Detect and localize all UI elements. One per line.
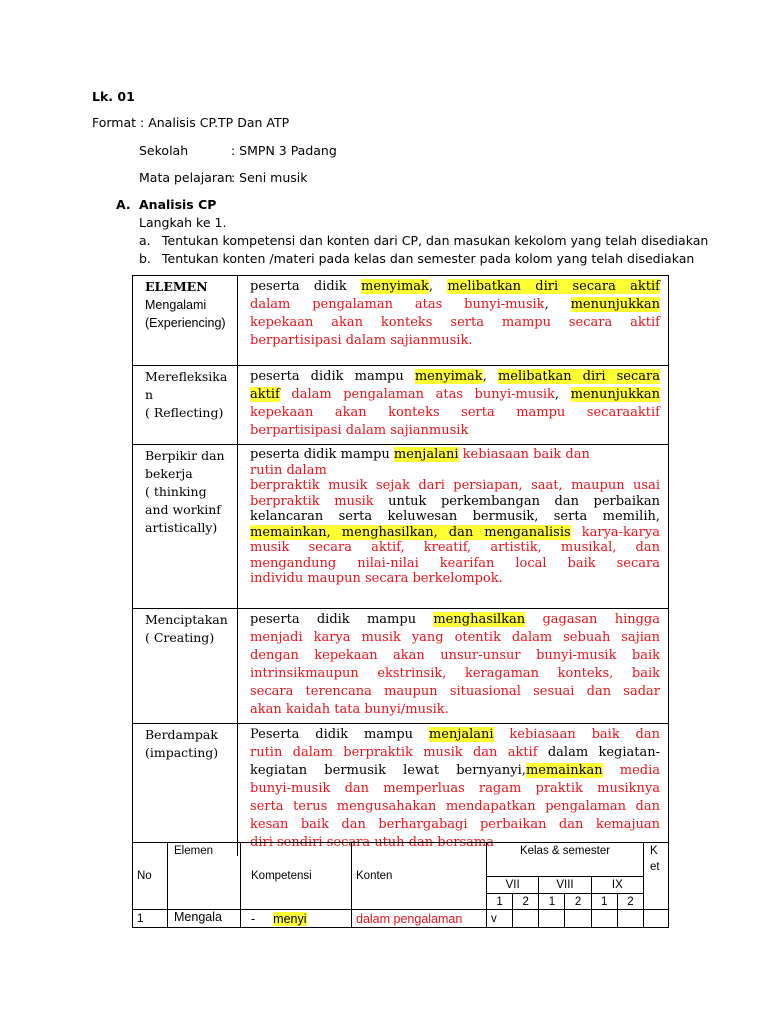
- kelas-ix: IX: [591, 877, 643, 894]
- content-text: dalam pengalaman atas bunyi-musik: [250, 297, 545, 312]
- cp-text: ,: [554, 387, 571, 402]
- element-name: Menciptakan: [145, 612, 228, 627]
- content-text: serta terus mengusahakan mendapatkan pengalaman dan: [250, 799, 660, 814]
- row-semester-mark: [591, 910, 617, 928]
- row-semester-mark: [617, 910, 643, 928]
- analysis-table: [132, 842, 669, 928]
- item-a-marker: a.: [139, 233, 151, 248]
- cp-row-merefleksikan: [133, 366, 669, 445]
- element-name-en: ( thinking: [145, 484, 207, 499]
- content-text: diri sendiri secara utuh dan bersama: [250, 835, 494, 850]
- semester-cell: 1: [487, 894, 513, 910]
- sekolah-label: Sekolah: [139, 143, 189, 158]
- content-text: media: [602, 763, 660, 778]
- section-marker: A.: [116, 197, 131, 212]
- item-b-text: Tentukan konten /materi pada kelas dan semester pada kolom yang telah disediakan: [162, 251, 695, 266]
- highlight-competency: menyi: [273, 911, 307, 926]
- semester-cell: 1: [539, 894, 565, 910]
- element-name: bekerja: [145, 466, 193, 481]
- row-no: 1: [133, 910, 168, 928]
- content-text: berpraktik musik sejak dari persiapan, saat, maupun usai: [250, 478, 660, 493]
- semester-cell: 2: [565, 894, 591, 910]
- element-name-en: (impacting): [145, 745, 219, 760]
- content-text: kepekaan akan konteks serta mampu secara aktif: [250, 315, 660, 330]
- highlight-competency: menghasilkan: [433, 612, 526, 627]
- content-text: kepekaan akan konteks serta mampu secaraaktif: [250, 405, 660, 420]
- content-text: secara terencana maupun situasional sesuai dan sadar: [250, 684, 660, 699]
- kelas-vii: VII: [487, 877, 539, 894]
- cp-text-cell: [238, 445, 669, 609]
- sekolah-value: : SMPN 3 Padang: [231, 143, 337, 158]
- content-text: karya-karya: [570, 524, 660, 540]
- content-text: menjadi karya musik yang otentik dalam sebuah sajian: [250, 630, 660, 645]
- content-text: berpartisipasi dalam sajianmusik.: [250, 333, 473, 348]
- cp-text: peserta didik mampu: [250, 447, 394, 462]
- highlight-competency: menyimak: [361, 279, 429, 294]
- item-a-text: Tentukan kompetensi dan konten dari CP, dan masukan kekolom yang telah disediakan: [162, 233, 709, 248]
- content-text: kebiasaan baik dan: [458, 447, 590, 462]
- analysis-header-row: [133, 843, 669, 877]
- highlight-competency: memainkan: [525, 763, 603, 778]
- row-kompetensi: [241, 910, 352, 928]
- header-no: No: [133, 843, 168, 910]
- cp-text-cell: [238, 276, 669, 366]
- cp-text: peserta didik mampu: [250, 612, 434, 627]
- mapel-label: Mata pelajaran: [139, 170, 233, 185]
- element-cell: [133, 724, 238, 857]
- cp-text: ,: [428, 279, 448, 294]
- cp-row-mengalami: [133, 276, 669, 366]
- highlight-competency: melibatkan diri secara aktif: [447, 279, 660, 294]
- content-text: berpraktik musik: [250, 493, 374, 509]
- content-text: rutin dalam berpraktik musik dan aktif: [250, 745, 538, 760]
- cp-text-cell: [238, 724, 669, 857]
- content-text: bunyi-musik dan memperluas ragam praktik musiknya: [250, 781, 660, 796]
- cp-text-cell: [238, 366, 669, 445]
- element-name-en: ( Creating): [145, 630, 215, 645]
- content-text: rutin dalam: [250, 462, 327, 478]
- cp-table: [132, 275, 669, 856]
- highlight-competency: menjalani: [428, 727, 494, 742]
- row-semester-mark: v: [487, 910, 513, 928]
- cp-text: ,: [544, 297, 571, 312]
- highlight-competency: memainkan, menghasilkan, dan menganalisis: [250, 524, 571, 540]
- cp-text: dalam kegiatan-: [537, 745, 660, 760]
- cp-text: peserta didik mampu: [250, 369, 415, 384]
- content-text: kebiasaan baik dan: [493, 727, 661, 742]
- lk-label: Lk. 01: [92, 89, 135, 104]
- highlight-competency: menyimak: [414, 369, 483, 384]
- cp-text: ,: [482, 369, 498, 384]
- format-line: Format : Analisis CP.TP Dan ATP: [92, 115, 290, 130]
- cp-text-cell: [238, 609, 669, 724]
- cp-row-menciptakan: [133, 609, 669, 724]
- semester-cell: 2: [513, 894, 539, 910]
- content-text: mengandung nilai-nilai kearifan local baik secara: [250, 555, 660, 571]
- cp-text: untuk perkembangan dan perbaikan: [373, 493, 660, 509]
- content-text: dalam pengalaman atas bunyi-musik: [279, 387, 555, 402]
- highlight-competency: menunjukkan: [570, 387, 661, 402]
- header-elemen: Elemen: [168, 843, 241, 910]
- header-kompetensi: Kompetensi: [241, 843, 352, 910]
- element-name: n: [145, 387, 154, 402]
- element-header: ELEMEN: [145, 279, 208, 294]
- content-text: akan kaidah tata bunyi/musik.: [250, 702, 449, 717]
- content-text: musik secara aktif, kreatif, artistik, musikal, dan: [250, 540, 660, 555]
- header-kelas-semester: Kelas & semester: [487, 843, 644, 877]
- content-text: kesan baik dan berhargabagi perbaikan dan kemajuan: [250, 817, 660, 832]
- cp-text: Peserta didik mampu: [250, 727, 429, 742]
- content-text: gagasan hingga: [525, 612, 660, 627]
- cp-text: peserta didik: [250, 279, 362, 294]
- mapel-value: : Seni musik: [231, 170, 308, 185]
- element-name-en: artistically): [145, 520, 218, 535]
- content-text: intrinsikmaupun ekstrinsik, keragaman konteks, baik: [250, 666, 660, 681]
- highlight-competency: melibatkan diri secara: [497, 369, 660, 384]
- element-name: Mengalami: [145, 298, 207, 312]
- cp-row-berpikir: [133, 445, 669, 609]
- bullet-dash: -: [251, 911, 256, 926]
- row-semester-mark: [539, 910, 565, 928]
- semester-cell: 1: [591, 894, 617, 910]
- highlight-competency: aktif: [250, 387, 280, 402]
- element-cell: [133, 445, 238, 609]
- content-text: individu maupun secara berkelompok.: [250, 571, 503, 586]
- row-konten: dalam pengalaman: [352, 910, 487, 928]
- highlight-competency: menjalani: [393, 447, 459, 462]
- element-cell: [133, 366, 238, 445]
- row-semester-mark: [513, 910, 539, 928]
- row-elemen: Mengala: [168, 910, 241, 928]
- highlight-competency: menunjukkan: [570, 297, 661, 312]
- element-name: Merefleksika: [145, 369, 228, 384]
- content-text: dengan kepekaan akan unsur-unsur bunyi-musik baik: [250, 648, 660, 663]
- header-ket: K et: [644, 843, 669, 910]
- element-name-en: and workinf: [145, 502, 221, 517]
- row-semester-mark: [565, 910, 591, 928]
- table-row: [133, 910, 669, 928]
- element-name: Berdampak: [145, 727, 218, 742]
- section-title: Analisis CP: [139, 197, 217, 212]
- element-cell: [133, 609, 238, 724]
- item-b-marker: b.: [139, 251, 151, 266]
- kelas-viii: VIII: [539, 877, 591, 894]
- element-name-en: ( Reflecting): [145, 405, 224, 420]
- row-ket: [644, 910, 669, 928]
- element-name: Berpikir dan: [145, 448, 225, 463]
- step-label: Langkah ke 1.: [139, 215, 227, 230]
- content-text: berpartisipasi dalam sajianmusik: [250, 423, 469, 438]
- cp-row-berdampak: [133, 724, 669, 857]
- semester-cell: 2: [617, 894, 643, 910]
- element-cell: [133, 276, 238, 366]
- cp-text: kegiatan bermusik lewat bernyanyi,: [250, 763, 526, 778]
- cp-text: kelancaran serta keluwesan bermusik, serta memilih,: [250, 509, 660, 524]
- element-name-en: (Experiencing): [145, 316, 226, 330]
- header-konten: Konten: [352, 843, 487, 910]
